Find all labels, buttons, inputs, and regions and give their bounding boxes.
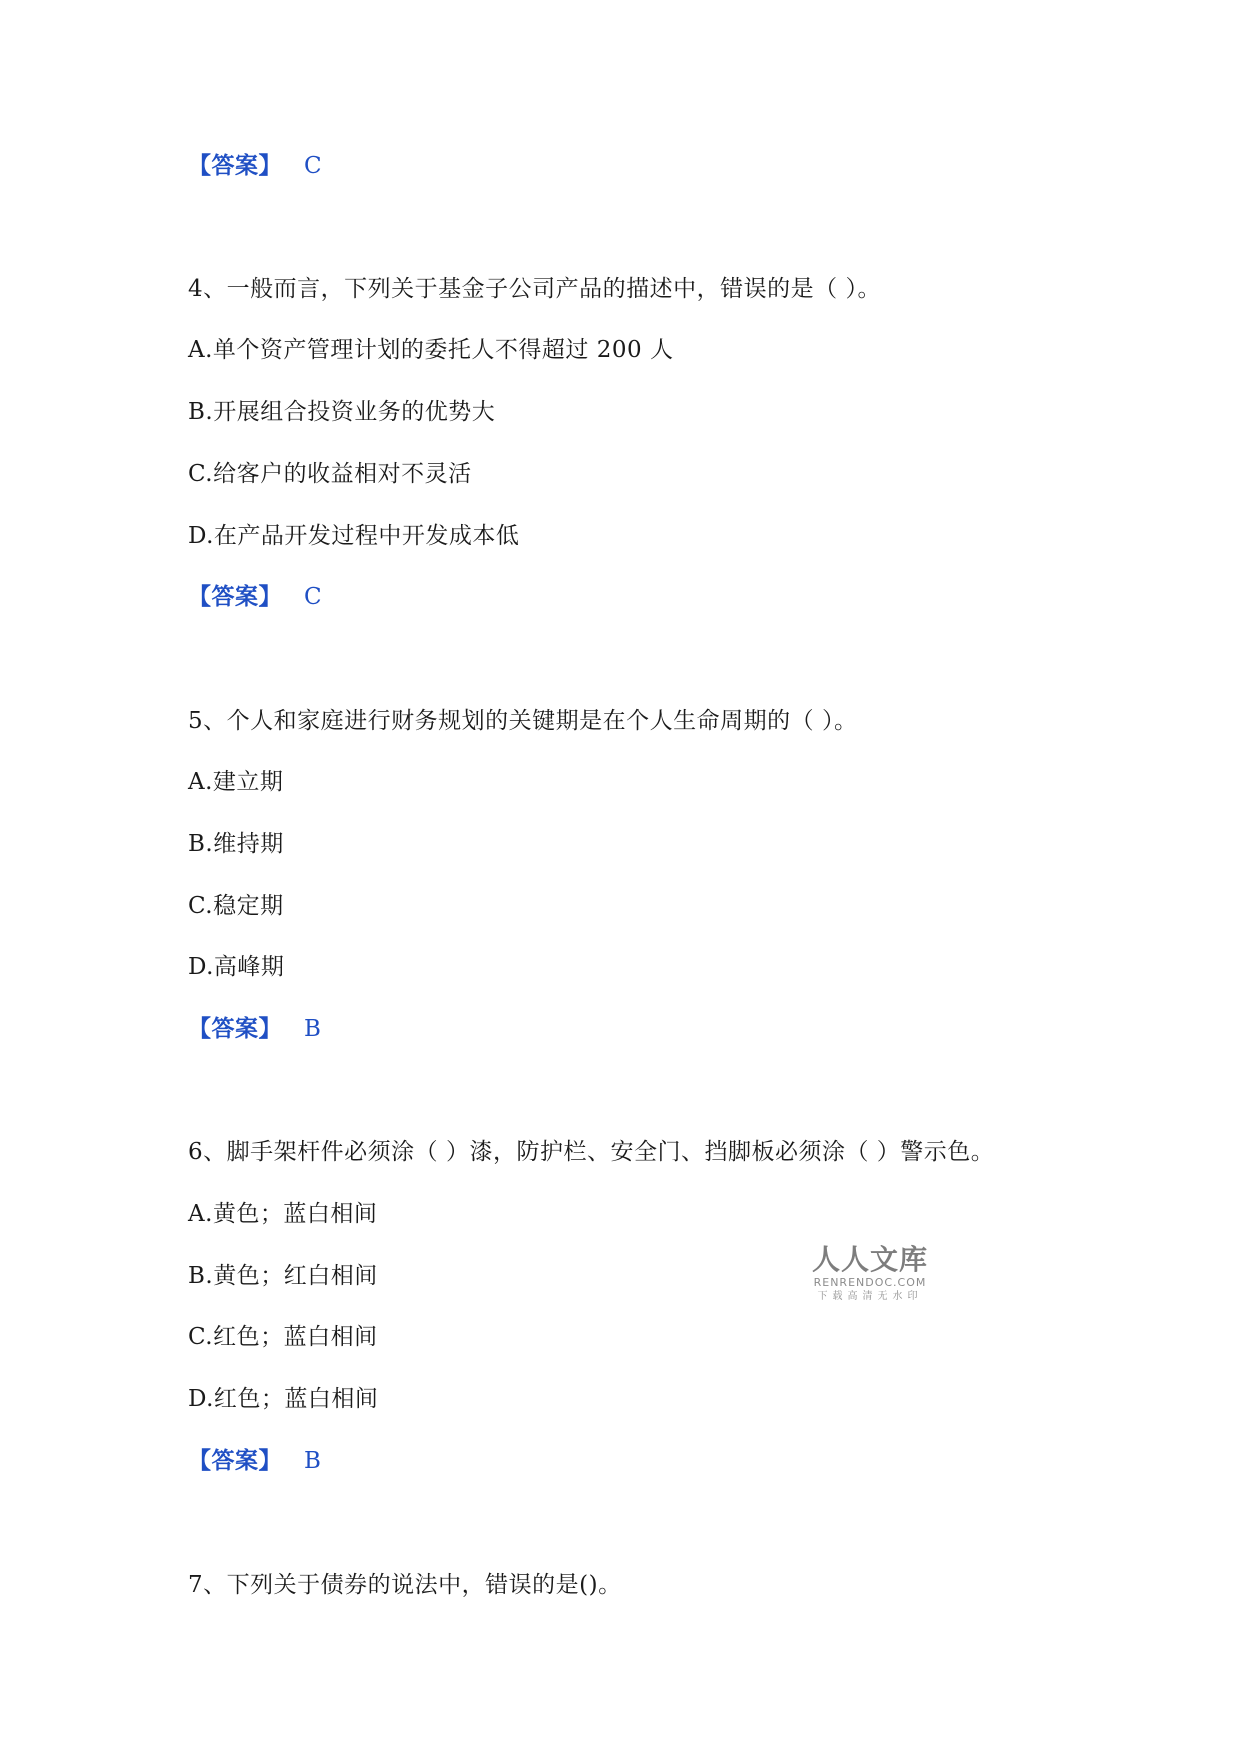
option-5c: C.稳定期 xyxy=(188,893,284,919)
option-5d: D.高峰期 xyxy=(188,954,285,980)
answer-line-q5 xyxy=(188,1014,321,1044)
option-4d: D.在产品开发过程中开发成本低 xyxy=(188,523,520,549)
option-6b: B.黄色；红白相间 xyxy=(188,1263,378,1289)
watermark-subtitle: 下载高清无水印 xyxy=(817,1291,923,1302)
answer-line-q4 xyxy=(188,582,322,612)
answer-value: B xyxy=(304,1016,322,1042)
question-stem-7: 7、下列关于债券的说法中，错误的是()。 xyxy=(188,1572,622,1598)
answer-label: 【答案】 xyxy=(188,153,282,179)
option-5b: B.维持期 xyxy=(188,831,284,857)
option-4c: C.给客户的收益相对不灵活 xyxy=(188,461,472,487)
answer-line-q3 xyxy=(188,151,322,181)
answer-line-q6 xyxy=(188,1446,321,1476)
question-stem-6: 6、脚手架杆件必须涂（ ）漆，防护栏、安全门、挡脚板必须涂（ ）警示色。 xyxy=(188,1139,995,1165)
option-6d: D.红色；蓝白相间 xyxy=(188,1386,379,1412)
question-stem-5: 5、个人和家庭进行财务规划的关键期是在个人生命周期的（ ）。 xyxy=(188,708,858,734)
question-stem-4: 4、一般而言，下列关于基金子公司产品的描述中，错误的是（ ）。 xyxy=(188,276,881,302)
watermark-site: RENRENDOC.COM xyxy=(813,1276,927,1289)
answer-value: C xyxy=(304,153,323,179)
option-4b: B.开展组合投资业务的优势大 xyxy=(188,399,496,425)
option-6c: C.红色；蓝白相间 xyxy=(188,1324,378,1350)
answer-label: 【答案】 xyxy=(188,584,282,610)
watermark-logo xyxy=(800,1244,940,1304)
option-5a: A.建立期 xyxy=(188,769,284,795)
answer-label: 【答案】 xyxy=(188,1016,282,1042)
option-6a: A.黄色；蓝白相间 xyxy=(188,1201,378,1227)
answer-value: C xyxy=(304,584,323,610)
answer-value: B xyxy=(304,1448,322,1474)
watermark-title: 人人文库 xyxy=(811,1243,928,1276)
answer-label: 【答案】 xyxy=(188,1448,282,1474)
option-4a: A.单个资产管理计划的委托人不得超过 200 人 xyxy=(188,337,674,363)
